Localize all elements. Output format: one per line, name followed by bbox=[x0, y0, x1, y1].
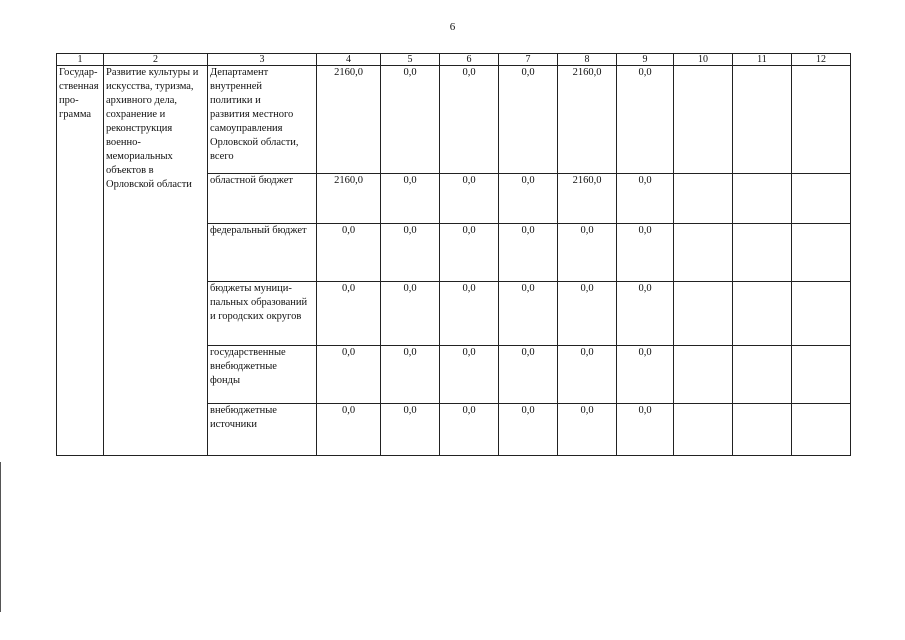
header-cell: 4 bbox=[317, 54, 381, 66]
source-label: федеральный бюджет bbox=[208, 224, 317, 282]
empty-cell bbox=[792, 66, 851, 174]
value-cell: 0,0 bbox=[381, 174, 440, 224]
value-cell: 0,0 bbox=[558, 404, 617, 456]
value-cell: 0,0 bbox=[617, 346, 674, 404]
value-cell: 0,0 bbox=[317, 224, 381, 282]
value-cell: 0,0 bbox=[440, 174, 499, 224]
empty-cell bbox=[792, 224, 851, 282]
value-cell: 0,0 bbox=[617, 224, 674, 282]
empty-cell bbox=[674, 224, 733, 282]
value-cell: 0,0 bbox=[499, 224, 558, 282]
empty-cell bbox=[733, 346, 792, 404]
value-cell: 0,0 bbox=[440, 224, 499, 282]
value-cell: 0,0 bbox=[617, 282, 674, 346]
empty-cell bbox=[674, 66, 733, 174]
page-number: 6 bbox=[449, 21, 456, 33]
value-cell: 0,0 bbox=[499, 66, 558, 174]
scan-edge-line bbox=[0, 462, 1, 612]
value-cell: 0,0 bbox=[440, 282, 499, 346]
value-cell: 0,0 bbox=[617, 404, 674, 456]
header-cell: 7 bbox=[499, 54, 558, 66]
source-label: бюджеты муници- пальных образований и городских округов bbox=[208, 282, 317, 346]
value-cell: 0,0 bbox=[317, 282, 381, 346]
header-cell: 12 bbox=[792, 54, 851, 66]
value-cell: 0,0 bbox=[499, 282, 558, 346]
value-cell: 0,0 bbox=[617, 174, 674, 224]
empty-cell bbox=[733, 224, 792, 282]
value-cell: 2160,0 bbox=[558, 66, 617, 174]
header-cell: 1 bbox=[57, 54, 104, 66]
program-type-cell: Государ- ственная про- грамма bbox=[57, 66, 104, 456]
empty-cell bbox=[792, 346, 851, 404]
value-cell: 0,0 bbox=[617, 66, 674, 174]
empty-cell bbox=[674, 346, 733, 404]
budget-table bbox=[56, 53, 851, 456]
value-cell: 0,0 bbox=[558, 224, 617, 282]
empty-cell bbox=[733, 174, 792, 224]
value-cell: 0,0 bbox=[440, 404, 499, 456]
value-cell: 0,0 bbox=[440, 66, 499, 174]
value-cell: 2160,0 bbox=[317, 174, 381, 224]
table-row bbox=[57, 66, 851, 174]
value-cell: 0,0 bbox=[558, 282, 617, 346]
empty-cell bbox=[733, 66, 792, 174]
empty-cell bbox=[733, 282, 792, 346]
header-cell: 9 bbox=[617, 54, 674, 66]
empty-cell bbox=[792, 404, 851, 456]
header-row bbox=[57, 54, 851, 66]
empty-cell bbox=[674, 282, 733, 346]
empty-cell bbox=[792, 174, 851, 224]
header-cell: 10 bbox=[674, 54, 733, 66]
header-cell: 3 bbox=[208, 54, 317, 66]
value-cell: 2160,0 bbox=[558, 174, 617, 224]
source-label: внебюджетные источники bbox=[208, 404, 317, 456]
source-label: областной бюджет bbox=[208, 174, 317, 224]
value-cell: 0,0 bbox=[381, 224, 440, 282]
value-cell: 0,0 bbox=[317, 404, 381, 456]
value-cell: 0,0 bbox=[317, 346, 381, 404]
value-cell: 2160,0 bbox=[317, 66, 381, 174]
value-cell: 0,0 bbox=[440, 346, 499, 404]
source-label: Департамент внутренней политики и развития местного самоуправления Орловской области, всего bbox=[208, 66, 317, 174]
empty-cell bbox=[733, 404, 792, 456]
source-label: государственные внебюджетные фонды bbox=[208, 346, 317, 404]
value-cell: 0,0 bbox=[381, 404, 440, 456]
value-cell: 0,0 bbox=[381, 346, 440, 404]
empty-cell bbox=[674, 404, 733, 456]
value-cell: 0,0 bbox=[499, 346, 558, 404]
value-cell: 0,0 bbox=[381, 282, 440, 346]
value-cell: 0,0 bbox=[558, 346, 617, 404]
header-cell: 6 bbox=[440, 54, 499, 66]
value-cell: 0,0 bbox=[381, 66, 440, 174]
value-cell: 0,0 bbox=[499, 174, 558, 224]
header-cell: 2 bbox=[104, 54, 208, 66]
value-cell: 0,0 bbox=[499, 404, 558, 456]
header-cell: 5 bbox=[381, 54, 440, 66]
header-cell: 11 bbox=[733, 54, 792, 66]
program-name-cell: Развитие культуры и искусства, туризма, архивного дела, сохранение и реконструкция военно- мемориальных объектов в Орловской области bbox=[104, 66, 208, 456]
header-cell: 8 bbox=[558, 54, 617, 66]
empty-cell bbox=[674, 174, 733, 224]
empty-cell bbox=[792, 282, 851, 346]
